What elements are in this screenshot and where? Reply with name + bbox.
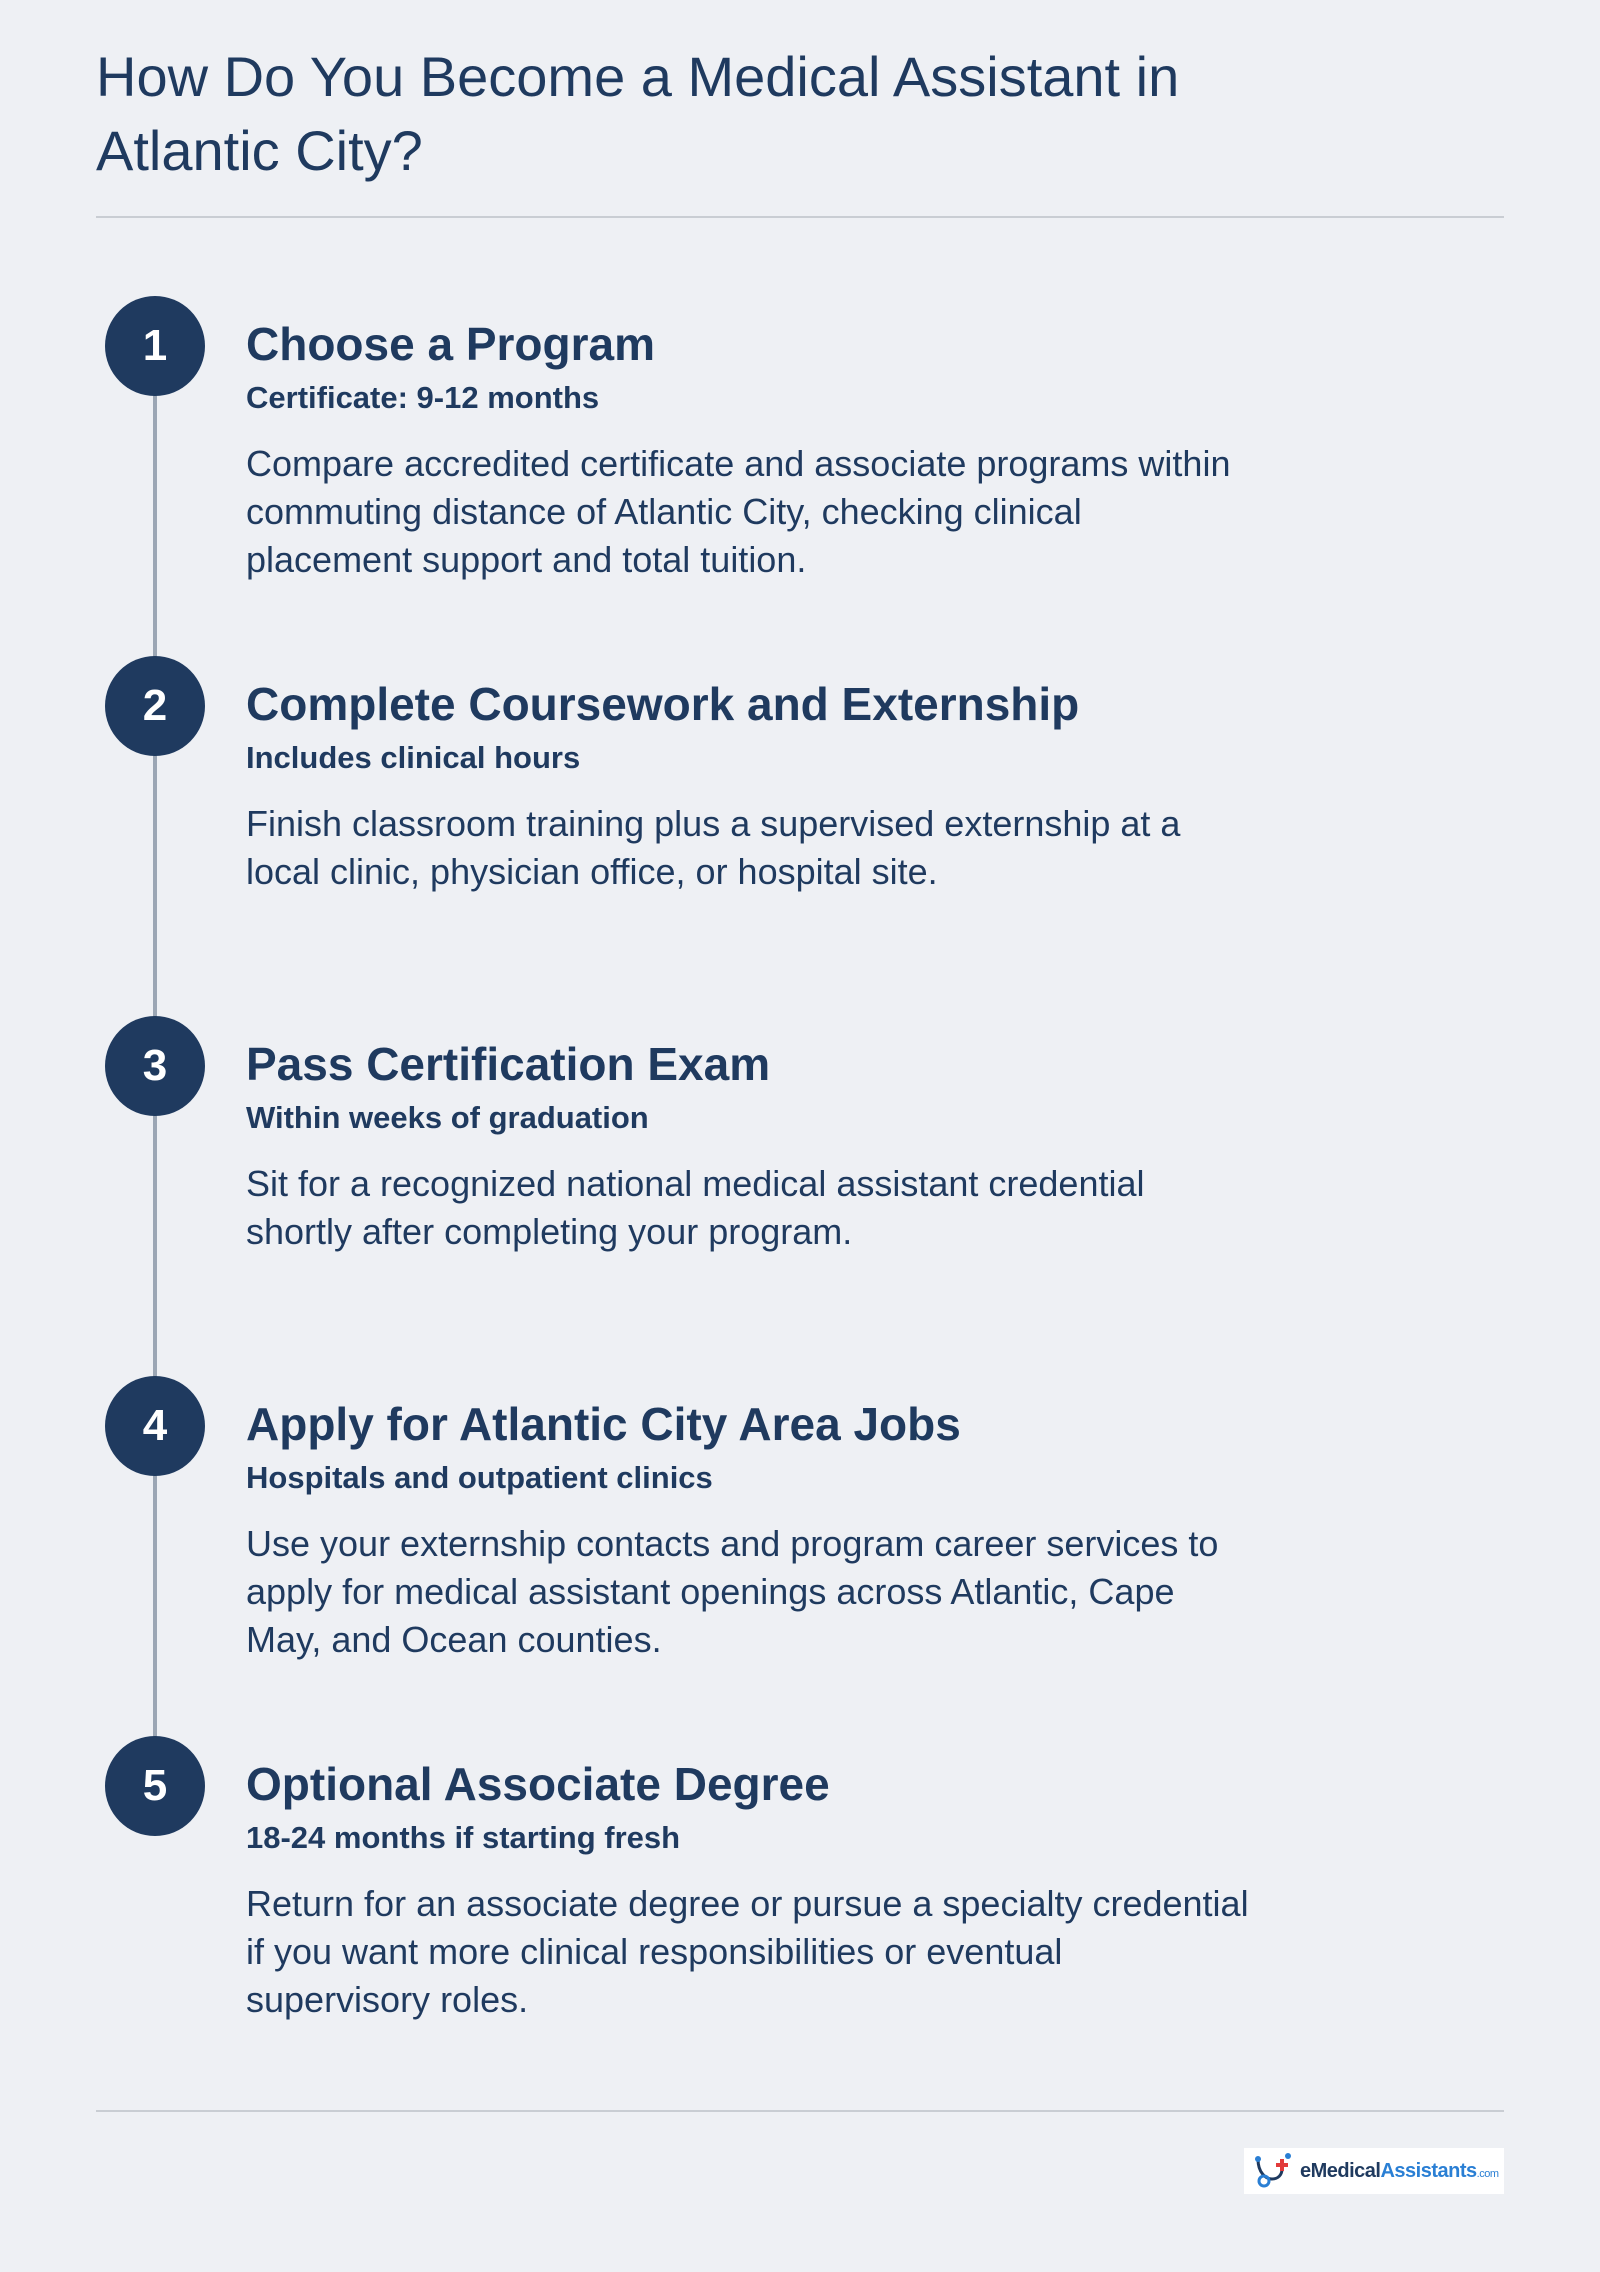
step-title: Choose a Program (246, 318, 655, 370)
step-description: Finish classroom training plus a supervised externship at a local clinic, physician office, or hospital site. (246, 803, 1181, 892)
top-divider (96, 216, 1504, 218)
step-number-badge: 4 (105, 1376, 205, 1476)
step-content (246, 1032, 1256, 1256)
emedicalassistants-logo[interactable] (1244, 2148, 1504, 2194)
logo-wordmark: eMedicalAssistants.com (1300, 2159, 1499, 2182)
step-number-badge: 2 (105, 656, 205, 756)
step-duration: 18-24 months if starting fresh (246, 1820, 681, 1855)
page-title: How Do You Become a Medical Assistant in Atlantic City? (96, 45, 1180, 182)
step-title: Optional Associate Degree (246, 1758, 830, 1810)
step-title: Pass Certification Exam (246, 1038, 771, 1090)
stethoscope-cross-icon (1252, 2151, 1294, 2191)
step-content (246, 1752, 1256, 2024)
step-content (246, 1392, 1256, 1664)
step-duration: Hospitals and outpatient clinics (246, 1460, 713, 1495)
step-number-badge: 1 (105, 296, 205, 396)
step-description: Return for an associate degree or pursue a specialty credential if you want more clinical responsibilities or eventual supervisory roles. (246, 1883, 1249, 2020)
step-duration: Certificate: 9-12 months (246, 380, 600, 415)
step-duration: Within weeks of graduation (246, 1100, 649, 1135)
step-content (246, 312, 1256, 584)
step-content (246, 672, 1256, 896)
step-number-badge: 3 (105, 1016, 205, 1116)
step-description: Compare accredited certificate and associate programs within commuting distance of Atlantic City, checking clinical placement support and total tuition. (246, 443, 1231, 580)
step-duration: Includes clinical hours (246, 740, 581, 775)
step-description: Use your externship contacts and program career services to apply for medical assistant openings across Atlantic, Cape May, and Ocean counties. (246, 1523, 1219, 1660)
step-title: Complete Coursework and Externship (246, 678, 1080, 730)
step-description: Sit for a recognized national medical assistant credential shortly after completing your program. (246, 1163, 1145, 1252)
step-title: Apply for Atlantic City Area Jobs (246, 1398, 961, 1450)
bottom-divider (96, 2110, 1504, 2112)
step-number-badge: 5 (105, 1736, 205, 1836)
